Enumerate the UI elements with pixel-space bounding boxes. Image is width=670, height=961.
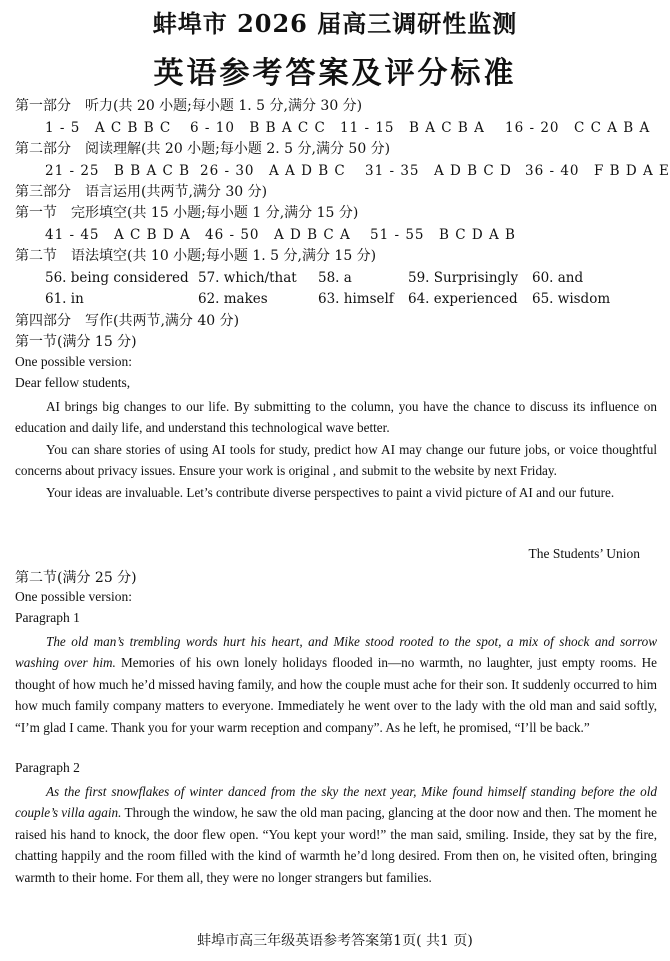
answer-group: 41 - 45 A C B D A bbox=[45, 227, 191, 243]
letter-signature: The Students’ Union bbox=[528, 546, 640, 561]
exam-title: 蚌埠市 2026 届高三调研性监测 bbox=[152, 9, 518, 38]
part1-heading: 第一部分 听力(共 20 小题;每小题 1. 5 分,满分 30 分) bbox=[15, 98, 363, 114]
continuation-paragraph-1 bbox=[15, 631, 657, 738]
grammar-answer: 58. a bbox=[318, 270, 352, 286]
answer-group: 1 - 5 A C B B C bbox=[45, 120, 172, 136]
paragraph1-label: Paragraph 1 bbox=[15, 610, 80, 625]
grammar-answer: 64. experienced bbox=[408, 291, 518, 307]
paragraph-body: Through the window, he saw the old man pacing, glancing at the door now and then. The moment he raised his hand to knock, the door flew open. “You kept your word!” the man said, smiling. Inside, they sat by the fire, chatting happily and the room filled with the kind of warmth he’d long desired. From then on, he visited often, bringing warmth to their home. For them all, they were no longer strangers but families. bbox=[15, 805, 657, 885]
grammar-answer: 59. Surprisingly bbox=[408, 270, 519, 286]
answer-group: 51 - 55 B C D A B bbox=[370, 227, 516, 243]
paragraph-body: Memories of his own lonely holidays flooded in—no warmth, no laughter, just empty rooms. He thought of how much he’d missed having family, and how the couple must ache for their son. It suddenly occurred to him how much family company matters to everyone. Immediately he went over to the lady with the old man and said softly, “I’m glad I came. Thank you for your warm reception and company”. As he left, he promised, “I’ll be back.” bbox=[15, 655, 658, 735]
answer-key-title: 英语参考答案及评分标准 bbox=[153, 56, 517, 91]
part4-heading: 第四部分 写作(共两节,满分 40 分) bbox=[15, 313, 240, 329]
part2-heading: 第二部分 阅读理解(共 20 小题;每小题 2. 5 分,满分 50 分) bbox=[15, 141, 391, 157]
answer-group: 21 - 25 B B A C B bbox=[45, 163, 191, 179]
paragraph-lead-sentence: The old man’s trembling words hurt his heart, and Mike stood rooted to the spot, a mix of shock and sorrow washing over him. bbox=[15, 634, 657, 671]
grammar-answer: 61. in bbox=[45, 291, 84, 307]
answer-group: 6 - 10 B B A C C bbox=[190, 120, 326, 136]
version-label: One possible version: bbox=[15, 589, 132, 604]
grammar-answer: 62. makes bbox=[198, 291, 268, 307]
part3-heading: 第三部分 语言运用(共两节,满分 30 分) bbox=[15, 184, 268, 200]
part4-section1-heading: 第一节(满分 15 分) bbox=[15, 334, 137, 350]
paragraph-lead-sentence: As the first snowflakes of winter danced from the sky the next year, Mike found himself standing before the old couple’s villa again. bbox=[15, 784, 657, 821]
answer-group: 46 - 50 A D B C A bbox=[205, 227, 351, 243]
answer-group: 36 - 40 F B D A E bbox=[525, 163, 670, 179]
part3-section2-heading: 第二节 语法填空(共 10 小题;每小题 1. 5 分,满分 15 分) bbox=[15, 248, 377, 264]
part4-section2-heading: 第二节(满分 25 分) bbox=[15, 570, 137, 586]
page-footer: 蚌埠市高三年级英语参考答案第1页( 共1 页) bbox=[197, 933, 473, 949]
grammar-answer: 56. being considered bbox=[45, 270, 189, 286]
grammar-answer: 63. himself bbox=[318, 291, 394, 307]
part3-section1-heading: 第一节 完形填空(共 15 小题;每小题 1 分,满分 15 分) bbox=[15, 205, 359, 221]
grammar-answer: 65. wisdom bbox=[532, 291, 611, 307]
answer-group: 31 - 35 A D B C D bbox=[365, 163, 512, 179]
letter-paragraph: You can share stories of using AI tools for study, predict how AI may change our future jobs, or voice thoughtful concerns about privacy issues. Ensure your work is original , and submit to the website by next Friday. bbox=[15, 441, 657, 479]
letter-paragraph: Your ideas are invaluable. Let’s contribute diverse perspectives to paint a vivid picture of AI and our future. bbox=[46, 484, 615, 500]
version-label: One possible version: bbox=[15, 354, 132, 369]
grammar-answer: 60. and bbox=[532, 270, 584, 286]
answer-group: 16 - 20 C C A B A bbox=[505, 120, 651, 136]
salutation: Dear fellow students, bbox=[15, 375, 131, 390]
letter-paragraph: AI brings big changes to our life. By submitting to the column, you have the chance to discuss its influence on education and daily life, and understand this technological wave better. bbox=[15, 399, 657, 436]
letter-body bbox=[15, 396, 657, 503]
grammar-answer: 57. which/that bbox=[198, 270, 297, 286]
continuation-paragraph-2 bbox=[15, 781, 657, 888]
answer-group: 26 - 30 A A D B C bbox=[200, 163, 346, 179]
answer-group: 11 - 15 B A C B A bbox=[340, 120, 485, 136]
paragraph2-label: Paragraph 2 bbox=[15, 760, 80, 775]
